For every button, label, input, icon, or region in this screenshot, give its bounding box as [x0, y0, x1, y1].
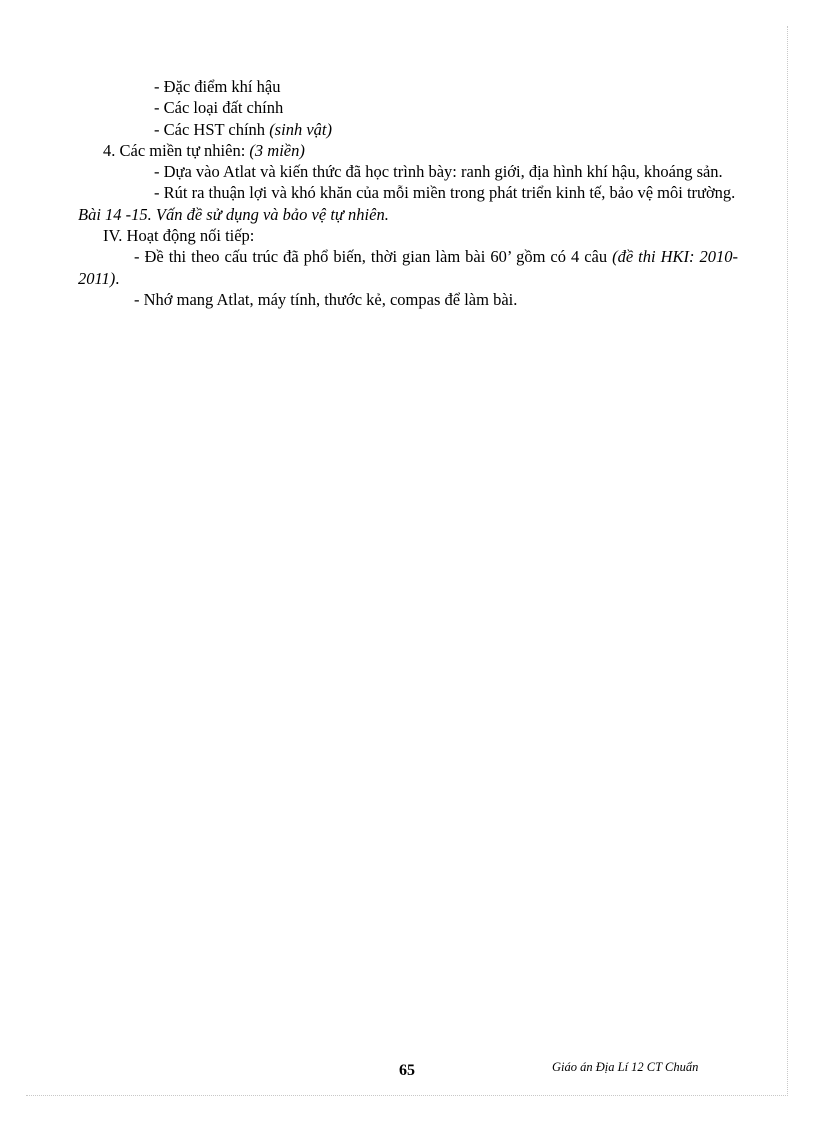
section-4-note: (3 miền) [249, 140, 305, 160]
footer-title: Giáo án Địa Lí 12 CT Chuẩn [552, 1060, 699, 1074]
paragraph-exam-end: . [115, 268, 120, 288]
page-number: 65 [399, 1062, 415, 1079]
bullet-ecosystems-note: (sinh vật) [269, 119, 332, 139]
paragraph-atlat: - Dựa vào Atlat và kiến thức đã học trình bày: ranh giới, địa hình khí hậu, khoáng sản. [154, 162, 723, 182]
paragraph-exam-note: (đề thi HKI: 2010-2011) [78, 247, 738, 288]
paragraph-bring-tools: - Nhớ mang Atlat, máy tính, thước kẻ, compas để làm bài. [134, 289, 518, 309]
section-iv-heading: IV. Hoạt động nối tiếp: [103, 226, 255, 246]
bullet-climate: - Đặc điểm khí hậu [154, 77, 281, 96]
lesson-title: Bài 14 -15. Vấn đề sử dụng và bảo vệ tự nhiên. [78, 204, 389, 224]
bullet-ecosystems [78, 119, 738, 140]
document-body [78, 76, 738, 310]
section-4-text: 4. Các miền tự nhiên: [103, 140, 250, 160]
paragraph-advantages: - Rút ra thuận lợi và khó khăn của mỗi miền trong phát triển kinh tế, bảo vệ môi trường. [154, 183, 736, 203]
paragraph-exam [78, 246, 738, 289]
bullet-ecosystems-text: - Các HST chính [154, 119, 270, 139]
section-4-heading [78, 140, 738, 161]
paragraph-exam-text: - Đề thi theo cấu trúc đã phổ biến, thời gian làm bài 60’ gồm có 4 câu [134, 247, 613, 267]
bullet-soil: - Các loại đất chính [154, 98, 284, 118]
